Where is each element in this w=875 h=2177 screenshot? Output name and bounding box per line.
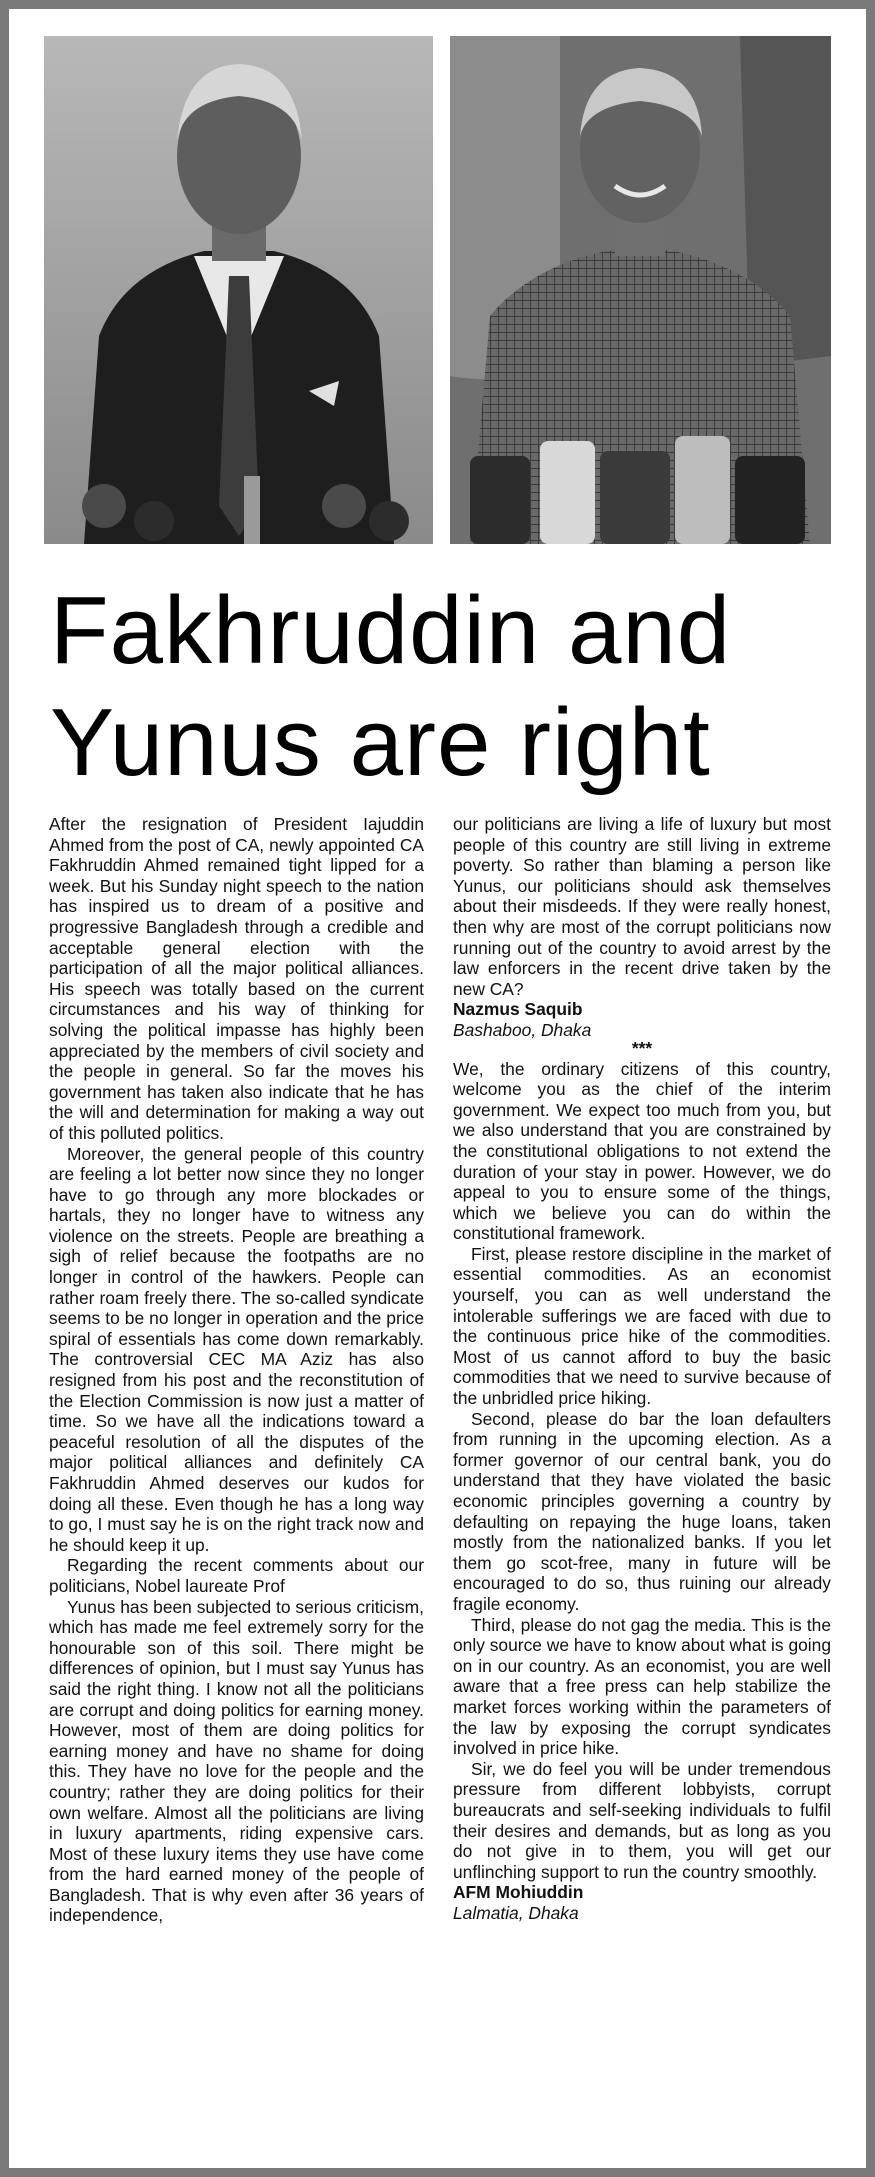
letter2-paragraph-4: Third, please do not gag the media. This is the only source we have to know about what is going on in our country. As an economist, you are well aware that a free press can help stabilize the market forces working within the parameters of the law by exposing the corrupt syndicates involved in price hike. <box>453 1614 831 1759</box>
headline: Fakhruddin and Yunus are right <box>50 577 732 796</box>
photo-yunus-image <box>450 36 831 544</box>
letter2-signature-name: AFM Mohiuddin <box>453 1882 584 1903</box>
letter2-paragraph-2: First, please restore discipline in the market of essential commodities. As an economist yourself, you can as well understand the intolerable sufferings we are faced with due to the continuous price hike of the commodities. Most of us cannot afford to buy the basic commodities that we need to survive because of the unbridled price hiking. <box>453 1243 831 1409</box>
letter1-paragraph-2: Moreover, the general people of this country are feeling a lot better now since they no longer have to go through any more blockades or hartals, they no longer have to witness any violence on the streets. People are breathing a sigh of relief because the footpaths are no longer in control of the hawkers. People can rather roam freely there. The so-called syndicate seems to be no longer in operation and the price spiral of essentials has come down remarkably. The controversial CEC MA Aziz has also resigned from his post and the reconstitution of the Election Commission is now just a matter of time. So we have all the indications toward a peaceful resolution of all the disputes of the major political alliances and definitely CA Fakhruddin Ahmed deserves our kudos for doing all these. Even though he has a long way to go, I must say he is on the right track now and he should keep it up. <box>49 1143 424 1555</box>
letter1-paragraph-3: Regarding the recent comments about our politicians, Nobel laureate Prof <box>49 1555 424 1596</box>
photo-fakhruddin-image <box>44 36 433 544</box>
photo-muhammad-yunus <box>450 36 831 544</box>
letter1-paragraph-5: our politicians are living a life of luxury but most people of this country are still living in extreme poverty. So rather than blaming a person like Yunus, our politicians should ask themselves about their misdeeds. If they were really honest, then why are most of the corrupt politicians now running out of the country to avoid arrest by the law enforcers in the recent drive taken by the new CA? <box>453 814 831 999</box>
letter1-signature-place: Bashaboo, Dhaka <box>453 1019 592 1040</box>
letter1-paragraph-4: Yunus has been subjected to serious criticism, which has made me feel extremely sorry for the honourable son of this soil. There might be differences of opinion, but I must say Yunus has said the right thing. I know not all the politicians are corrupt and doing politics for earning money. However, most of them are doing politics for earning money and have no shame for doing this. They have no love for the people and the country; rather they are doing politics for their own welfare. Almost all the politicians are living in luxury apartments, riding expensive cars. Most of these luxury items they use have come from the hard earned money of the people of Bangladesh. That is why even after 36 years of independence, <box>49 1596 424 1926</box>
letter2-paragraph-1: We, the ordinary citizens of this country, welcome you as the chief of the interim government. We expect too much from you, but we also understand that you are constrained by the constitutional obligations to not extend the duration of your stay in power. However, we do appeal to you to ensure some of the things, which we believe you can do within the constitutional framework. <box>453 1058 831 1244</box>
letter2-signature-place: Lalmatia, Dhaka <box>453 1902 579 1923</box>
letter1-paragraph-1: After the resignation of President Iajuddin Ahmed from the post of CA, newly appointed CA Fakhruddin Ahmed remained tight lipped for a week. But his Sunday night speech to the nation has inspired us to dream of a positive and progressive Bangladesh through a credible and acceptable general election with the participation of all the major political alliances. His speech was totally based on the current circumstances and his way of thinking for solving the political impasse has highly been appreciated by the members of civil society and the people in general. So far the moves his government has taken also indicate that he has the will and determination for making a way out of this polluted politics. <box>49 814 424 1143</box>
column-right <box>453 814 831 1923</box>
letter2-paragraph-5: Sir, we do feel you will be under tremendous pressure from different lobbyists, corrupt bureaucrats and self-seeking individuals to fulfil their desires and demands, but as long as you do not give in to them, you will get our unflinching support to run the country smoothly. <box>453 1758 831 1882</box>
letter-separator: *** <box>631 1037 653 1058</box>
letter2-paragraph-3: Second, please do bar the loan defaulters from running in the upcoming election. As a former governor of our central bank, you do understand that they have violated the basic economic principles governing a country by defaulting on repaying the huge loans, taken mostly from the nationalized banks. If you let them go scot-free, many in future will be encouraged to do so, thus ruining our already fragile economy. <box>453 1408 831 1614</box>
letter1-signature-name: Nazmus Saquib <box>453 999 583 1020</box>
column-left <box>49 814 424 1926</box>
photo-fakhruddin-ahmed <box>44 36 433 544</box>
